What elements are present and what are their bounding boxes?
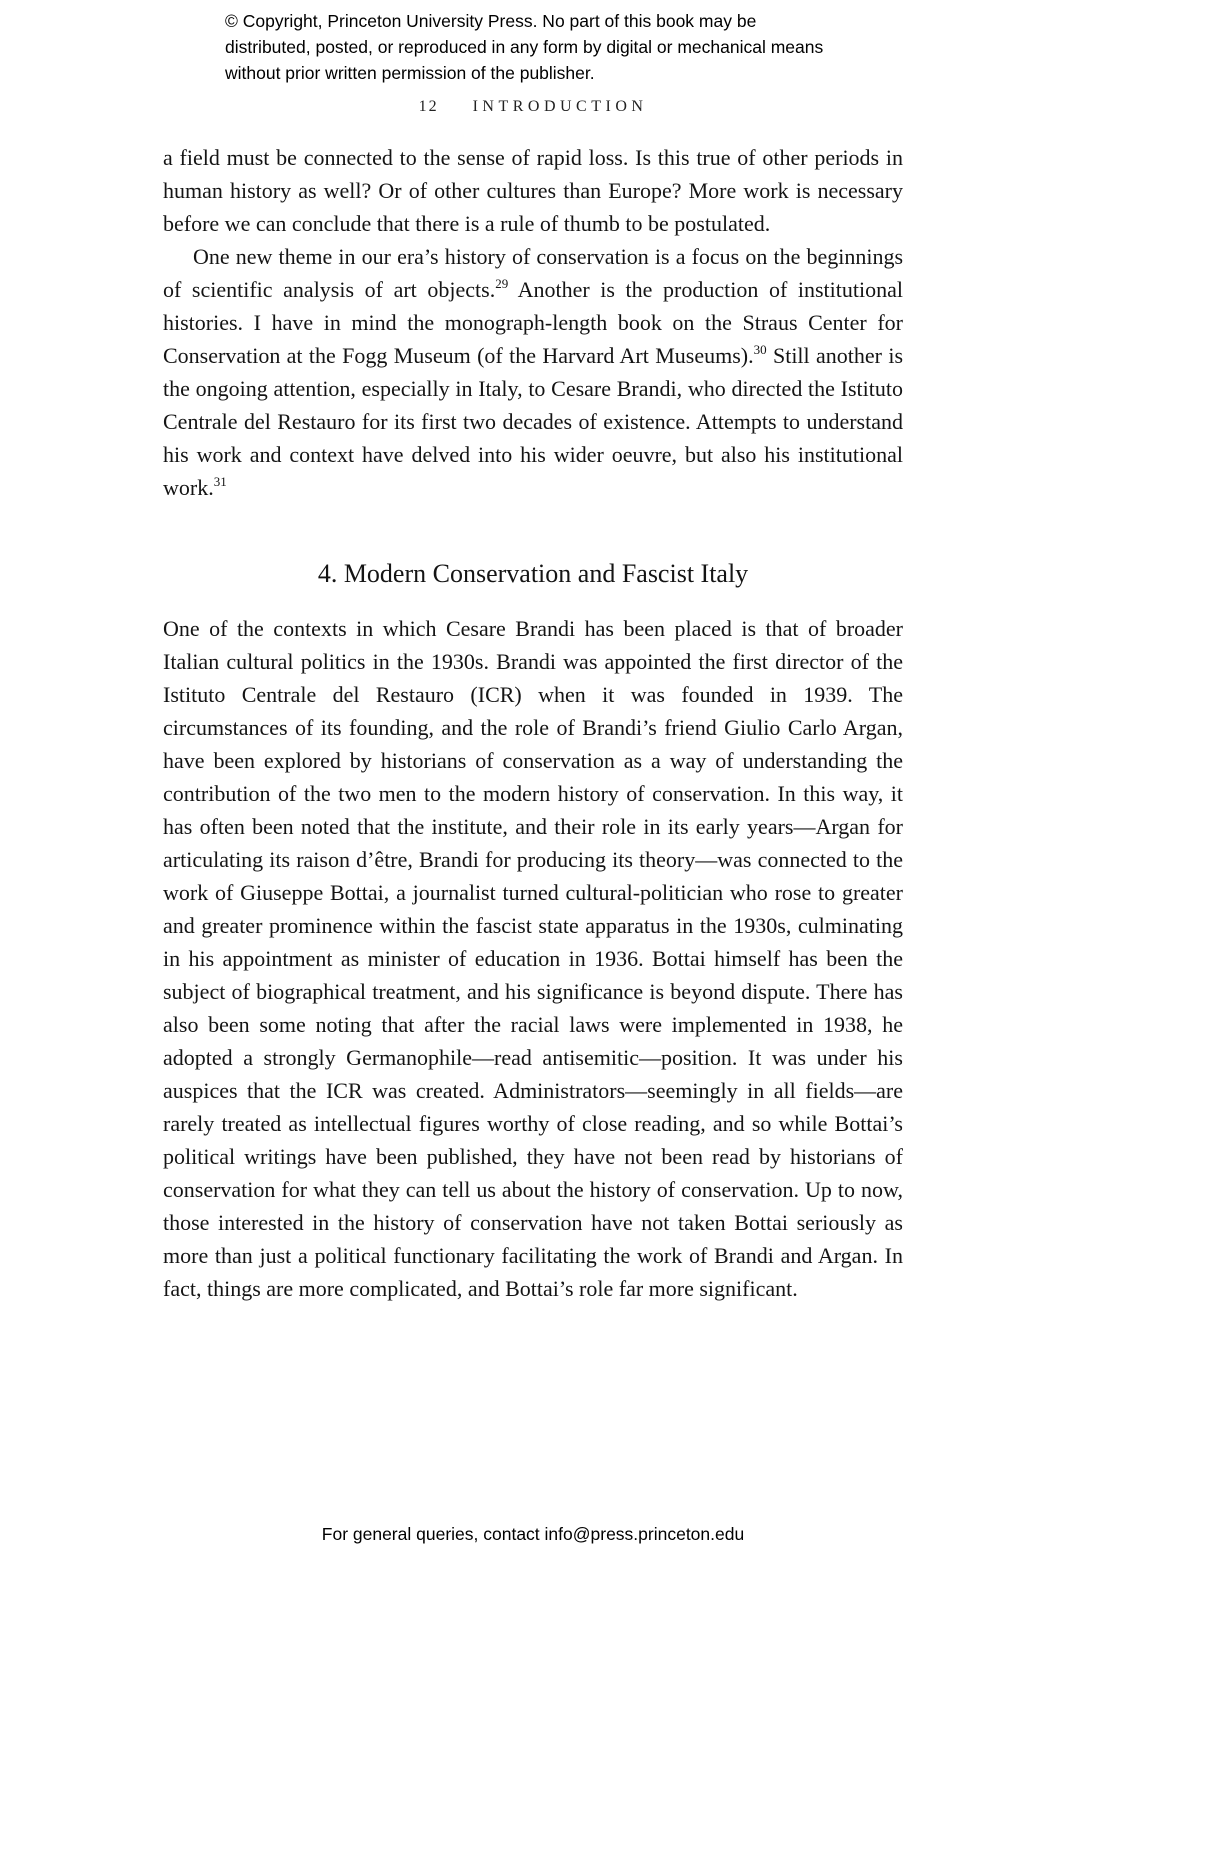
footnote-ref-30: 30 xyxy=(753,341,767,357)
body-text xyxy=(163,141,903,1305)
running-head xyxy=(163,98,903,116)
paragraph-2-text-a: One new theme in our era’s history of conservation is a focus on the beginnings of scientific analysis of art objects. xyxy=(163,244,903,302)
paragraph-2 xyxy=(163,240,903,504)
copyright-notice: © Copyright, Princeton University Press. No part of this book may be distributed, posted, or reproduced in any form by digital or mechanical means without prior written permission of the publisher. xyxy=(225,11,824,83)
paragraph-2-text-c: Still another is the ongoing attention, especially in Italy, to Cesare Brandi, who directed the Istituto Centrale del Restauro for its first two decades of existence. Attempts to understand his work and context have delved into his wider oeuvre, but also his institutional work. xyxy=(163,343,904,500)
footnote-ref-29: 29 xyxy=(495,275,509,291)
running-head-title: INTRODUCTION xyxy=(472,98,648,115)
footer-contact: For general queries, contact info@press.princeton.edu xyxy=(321,1524,745,1544)
paragraph-2-text-b: Another is the production of institutional histories. I have in mind the monograph-length book on the Straus Center for Conservation at the Fogg Museum (of the Harvard Art Museums). xyxy=(163,277,903,368)
page-number: 12 xyxy=(418,98,439,115)
paragraph-1: a field must be connected to the sense of rapid loss. Is this true of other periods in human history as well? Or of other cultures than Europe? More work is necessary before we can conclude that there is a rule of thumb to be postulated. xyxy=(163,145,903,236)
footnote-ref-31: 31 xyxy=(213,473,227,489)
paragraph-3: One of the contexts in which Cesare Brandi has been placed is that of broader Italian cultural politics in the 1930s. Brandi was appointed the first director of the Istituto Centrale del Restauro (ICR) when it was founded in 1939. The circumstances of its founding, and the role of Brandi’s friend Giulio Carlo Argan, have been explored by historians of conservation as a way of understanding the contribution of the two men to the modern history of conservation. In this way, it has often been noted that the institute, and their role in its early years—Argan for articulating its raison d’être, Brandi for producing its theory—was connected to the work of Giuseppe Bottai, a journalist turned cultural-politician who rose to greater and greater prominence within the fascist state apparatus in the 1930s, culminating in his appointment as minister of education in 1936. Bottai himself has been the subject of biographical treatment, and his significance is beyond dispute. There has also been some noting that after the racial laws were implemented in 1938, he adopted a strongly Germanophile—read antisemitic—position. It was under his auspices that the ICR was created. Administrators—seemingly in all fields—are rarely treated as intellectual figures worthy of close reading, and so while Bottai’s political writings have been published, they have not been read by historians of conservation for what they can tell us about the history of conservation. Up to now, those interested in the history of conservation have not taken Bottai seriously as more than just a political functionary facilitating the work of Brandi and Argan. In fact, things are more complicated, and Bottai’s role far more significant. xyxy=(163,616,903,1301)
section-heading: 4. Modern Conservation and Fascist Italy xyxy=(317,559,749,588)
